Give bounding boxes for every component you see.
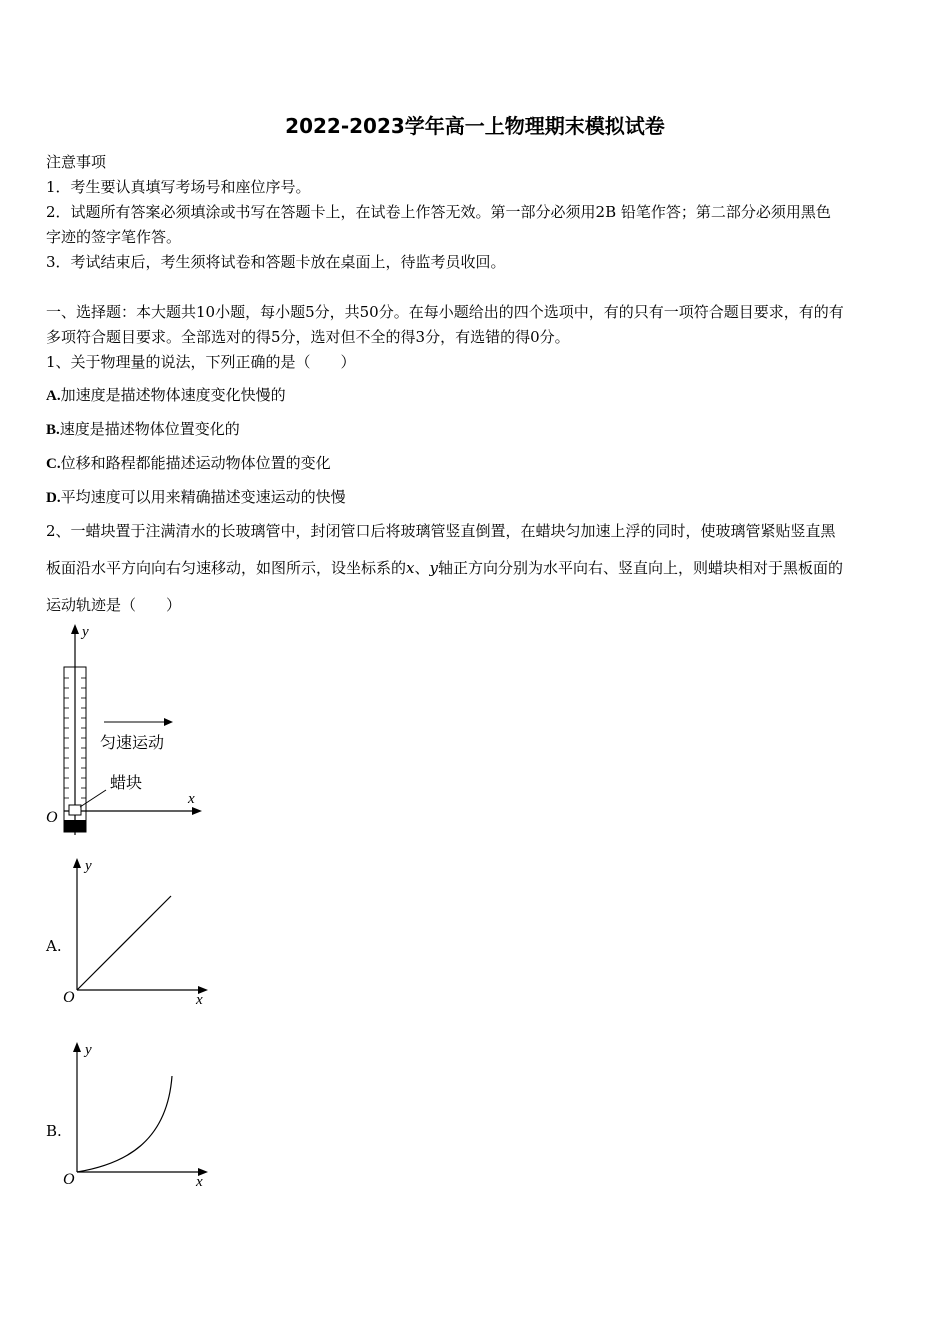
wax-block — [69, 805, 81, 815]
x-axis-label: x — [196, 1174, 203, 1190]
q2-stem-line2 — [46, 558, 843, 578]
q2-option-b-graph — [55, 1032, 220, 1192]
q2-option-a-graph — [55, 850, 220, 1010]
origin-label: O — [46, 809, 58, 826]
notice-item-1: 1．考生要认真填写考场号和座位序号。 — [46, 178, 311, 196]
q2-experiment-figure — [40, 620, 220, 840]
trajectory-curve — [77, 1076, 172, 1172]
origin-label: O — [63, 989, 75, 1006]
q1-option-a[interactable] — [46, 385, 286, 406]
notice-item-3: 3．考试结束后，考生须将试卷和答题卡放在桌面上，待监考员收回。 — [46, 253, 506, 271]
option-text: 速度是描述物体位置变化的 — [59, 420, 240, 438]
origin-label: O — [63, 1171, 75, 1188]
option-letter: D. — [46, 490, 61, 506]
x-axis-arrow — [192, 807, 202, 815]
option-text: 加速度是描述物体速度变化快慢的 — [60, 386, 286, 404]
x-axis-label: x — [196, 992, 203, 1008]
q1-option-c[interactable] — [46, 453, 331, 474]
trajectory-line — [77, 896, 171, 990]
option-letter: A. — [46, 388, 61, 404]
notice-heading: 注意事项 — [46, 153, 107, 171]
q2-axis-x: x — [406, 559, 415, 577]
q2-text-part: 轴正方向分别为水平向右、竖直向上，则蜡块相对于黑板面的 — [437, 559, 843, 577]
option-text: 平均速度可以用来精确描述变速运动的快慢 — [60, 488, 346, 506]
motion-arrow-head — [164, 718, 173, 726]
notice-item-2-line1: 2．试题所有答案必须填涂或书写在答题卡上，在试卷上作答无效。第一部分必须用2B 铅笔作答；第二部分必须用黑色 — [46, 203, 831, 221]
q2-axis-y: y — [429, 559, 438, 577]
notice-item-2-line2: 字迹的签字笔作答。 — [46, 228, 182, 246]
section-instructions-line1: 一、选择题：本大题共10小题，每小题5分，共50分。在每小题给出的四个选项中，有的只有一项符合题目要求，有的有 — [46, 303, 844, 321]
q2-option-b-letter[interactable]: B. — [46, 1122, 62, 1140]
option-text: 位移和路程都能描述运动物体位置的变化 — [60, 454, 331, 472]
y-axis-label: y — [85, 858, 92, 874]
page-title: 2022-2023学年高一上物理期末模拟试卷 — [285, 114, 665, 138]
q2-text-sep: 、 — [414, 559, 430, 577]
y-axis-label: y — [82, 624, 89, 640]
q2-stem-line3: 运动轨迹是（ ） — [46, 596, 182, 614]
x-axis-label: x — [188, 791, 195, 807]
option-letter: B. — [46, 422, 60, 438]
option-letter: C. — [46, 456, 61, 472]
q2-option-a-letter[interactable]: A. — [46, 937, 62, 955]
block-label: 蜡块 — [110, 775, 143, 792]
q1-option-d[interactable] — [46, 487, 346, 508]
y-axis-arrow — [73, 1042, 81, 1052]
y-axis-label: y — [85, 1042, 92, 1058]
motion-label: 匀速运动 — [100, 735, 165, 752]
y-axis-arrow — [71, 624, 79, 634]
y-axis-arrow — [73, 858, 81, 868]
q2-text-part: 板面沿水平方向向右匀速移动，如图所示，设坐标系的 — [46, 559, 407, 577]
q2-stem-line1: 2、一蜡块置于注满清水的长玻璃管中，封闭管口后将玻璃管竖直倒置，在蜡块匀加速上浮的同时，使玻璃管紧贴竖直黑 — [46, 522, 836, 540]
block-leader-line — [80, 790, 106, 807]
q1-stem: 1、关于物理量的说法，下列正确的是（ ） — [46, 353, 356, 371]
section-instructions-line2: 多项符合题目要求。全部选对的得5分，选对但不全的得3分，有选错的得0分。 — [46, 328, 570, 346]
q1-option-b[interactable] — [46, 419, 240, 440]
